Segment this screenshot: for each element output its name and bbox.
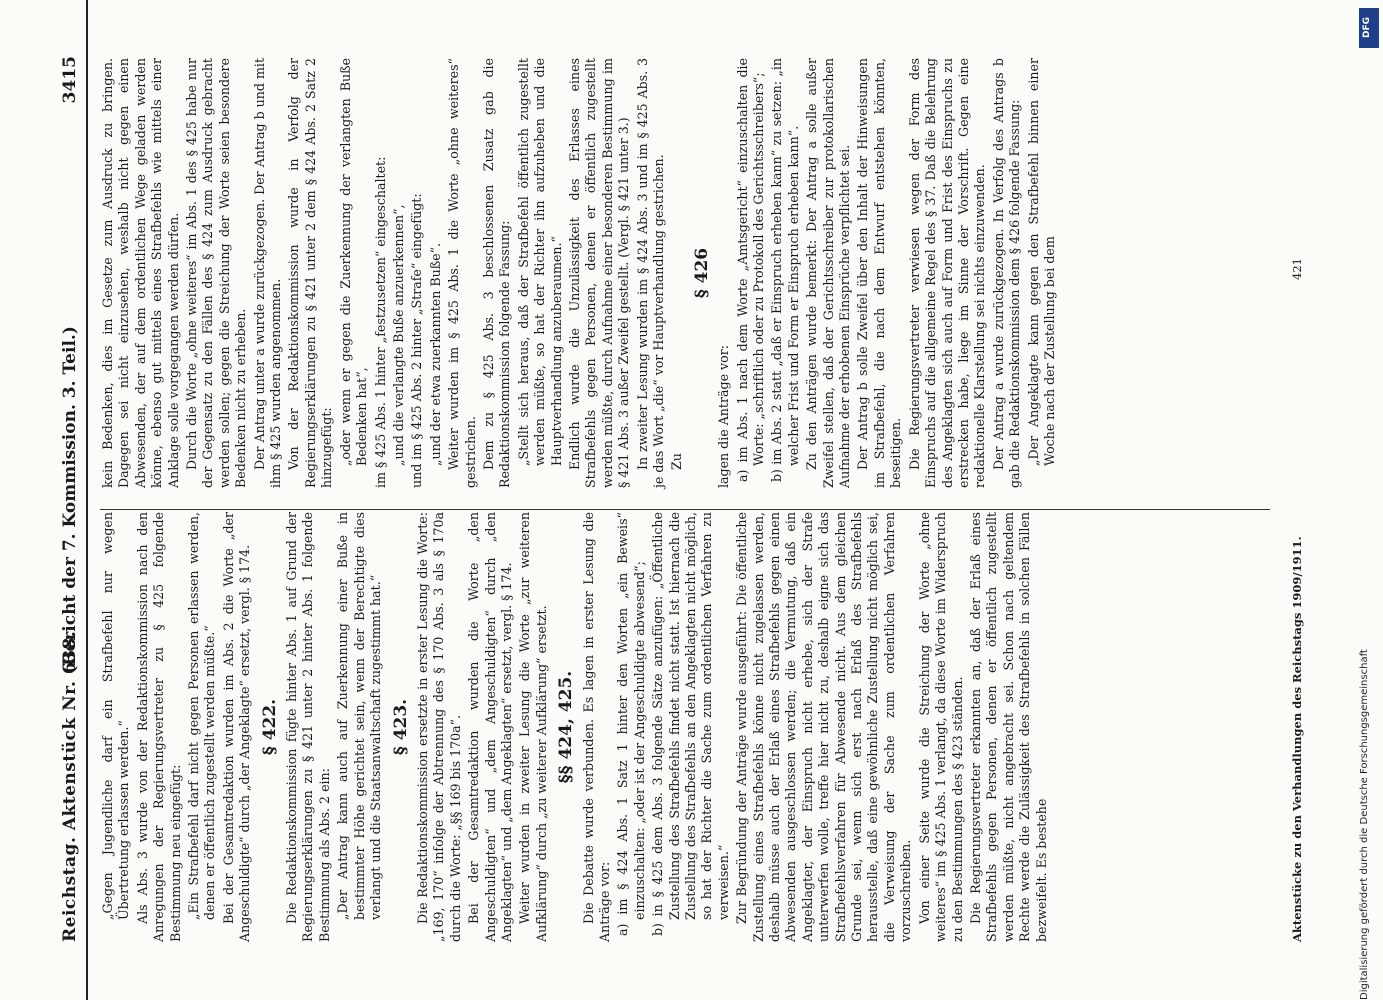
left-text-column xyxy=(100,512,1052,942)
section-heading: § 423. xyxy=(390,698,411,756)
section-heading: §§ 424, 425. xyxy=(556,670,577,784)
paragraph: kein Bedenken, dies im Gesetze zum Ausdruck zu bringen. Dagegen sei nicht einzusehen, weshalb nicht gegen einen Abwesenden, der auf dem ordentlichen Wege geladen werden könne, ebenso gut mittels eines Strafbefehls wie mittels einer Anklage solle vorgegangen werden dürfen. xyxy=(100,58,181,488)
paragraph: „Der Antrag kann auch auf Zuerkennung einer Buße in bestimmter Höhe gerichtet sein, wenn der Berechtigte dies verlangt und die Staatsanwaltschaft zugestimmt hat.“ xyxy=(335,512,384,920)
paragraph: Die Regierungsvertreter erkannten an, daß der Erlaß eines Strafbefehls gegen Personen, denen er öffentlich zugestellt werden müßte, nicht angebracht sei. Schon nach geltendem Rechte werde die Zulässigkeit des Strafbefehls in solchen Fällen bezweifelt. Es bestehe xyxy=(967,512,1049,942)
paragraph: Die Redaktionskommission ersetzte in erster Lesung die Worte: „169, 170“ infolge der Abtrennung des § 170 Abs. 3 als § 170a durch die Worte: „§§ 169 bis 170a“. xyxy=(414,512,463,942)
paragraph: Als Abs. 3 wurde von der Redaktionskommission nach den Anregungen der Regierungsvertreter zu § 425 folgende Bestimmung neu eingefügt: xyxy=(134,512,183,942)
paragraph: im § 425 Abs. 1 hinter „festzusetzen“ eingeschaltet: xyxy=(372,156,388,488)
paragraph: Durch die Worte „ohne weiteres“ im Abs. 1 des § 425 habe nur der Gegensatz zu den Fällen des § 424 zum Ausdruck gebracht werden sollen; gegen die Streichung der Worte seien besondere Bedenken nicht zu erheben. xyxy=(184,58,249,488)
paragraph: Der Antrag b solle Zweifel über den Inhalt der Hinweisungen im Strafbefehl, die nach dem Entwurf entstehen könnten, beseitigen. xyxy=(855,58,904,488)
paragraph: Von einer Seite wurde die Streichung der Worte „ohne weiteres“ im § 425 Abs. 1 verlangt, da diese Worte im Widerspruch zu den Bestimmungen des § 423 ständen. xyxy=(916,512,965,942)
paragraph: „oder wenn er gegen die Zuerkennung der verlangten Buße Bedenken hat“, xyxy=(337,58,370,466)
paragraph: Zur Begründung der Anträge wurde ausgeführt: Die öffentliche Zustellung eines Strafbefehls könne nicht zugelassen werden, deshalb müsse auch der Erlaß eines Strafbefehls gegen einen Abwesenden ausgeschlossen werden; die Vermutung, daß ein Angeklagter, der Einspruch nicht erhebe, sich der Strafe unterwerfen wolle, treffe hier nicht zu, deshalb eigne sich das Strafbefehlsverfahren für Abwesende nicht. Aus dem gleichen Grunde sei, wenn sich erst nach Erlaß des Strafbefehls herausstelle, daß eine gewöhnliche Zustellung nicht möglich sei, die Verweisung der Sache zum ordentlichen Verfahren vorzuschreiben. xyxy=(734,512,914,942)
paragraph: „und der etwa zuerkannten Buße“. xyxy=(427,242,443,466)
paragraph: „Stellt sich heraus, daß der Strafbefehl öffentlich zugestellt werden müßte, so hat der Richter ihn aufzuheben und die Hauptverhandlung anzuberaumen.“ xyxy=(515,58,564,466)
paragraph: Zu den Anträgen wurde bemerkt: Der Antrag a solle außer Zweifel stellen, daß der Gerichtsschreiber zur protokollarischen Aufnahme der erhobenen Einsprüche verpflichtet sei. xyxy=(804,58,853,488)
paragraph: Der Antrag a wurde zurückgezogen. In Verfolg des Antrags b gab die Redaktionskommission dem § 426 folgende Fassung: xyxy=(990,58,1023,488)
digitization-credit xyxy=(1355,0,1383,1000)
footer-page-number: 421 xyxy=(1290,258,1304,280)
paragraph: Bei der Gesamtredaktion wurden im Abs. 2 die Worte „der Angeschuldigte“ durch „der Angeklagte“ ersetzt, vergl. § 174. xyxy=(220,512,253,942)
paragraph: Von der Redaktionskommission wurde in Verfolg der Regierungserklärungen zu § 421 unter 2 dem § 424 Abs. 2 Satz 2 hinzugefügt: xyxy=(286,58,335,488)
paragraph: Der Antrag unter a wurde zurückgezogen. Der Antrag b und mit ihm § 425 wurden angenommen. xyxy=(251,58,284,488)
paragraph: „und die verlangte Buße anzuerkennen“, xyxy=(390,204,406,466)
paragraph: Bei der Gesamtredaktion wurden die Worte „den Angeschuldigten“ und „dem Angeschuldigten“ durch „den Angeklagten“ und „dem Angeklagten“ ersetzt, vergl. § 174. xyxy=(466,512,514,942)
paragraph: Die Regierungsvertreter verwiesen wegen der Form des Einspruchs auf die allgemeine Regel des § 37. Daß die Belehrung des Angeklagten sich auch auf Form und Frist des Einspruchs zu erstrecken habe, liege im Sinne der Vorschrift. Gegen eine redaktionelle Klarstellung sei nichts einzuwenden. xyxy=(906,58,988,488)
paragraph: Zu xyxy=(669,453,685,470)
paragraph: In zweiter Lesung wurden im § 424 Abs. 3 und im § 425 Abs. 3 je das Wort „die“ vor Hauptverhandlung gestrichen. xyxy=(634,58,666,488)
section-heading: § 426 xyxy=(691,247,712,299)
paragraph: a) im Abs. 1 nach dem Worte „Amtsgericht“ einzuschalten die Worte: „schriftlich oder zu Protokoll des Gerichtsschreibers“; xyxy=(734,58,767,482)
page-header xyxy=(56,0,88,1000)
paragraph: b) in § 425 dem Abs. 3 folgende Sätze anzufügen: „Öffentliche Zustellung des Strafbefehls findet nicht statt. Ist hiernach die Zustellung des Strafbefehls an den Angeklagten nicht möglich, so hat der Richter die Sache zum ordentlichen Verfahren zu verweisen.“ xyxy=(650,512,731,936)
credit-text: Digitalisierung gefördert durch die Deutsche Forschungsgemeinschaft xyxy=(1359,649,1370,1000)
paragraph: Die Redaktionskommission fügte hinter Abs. 1 auf Grund der Regierungserklärungen zu § 421 unter 2 hinter Abs. 1 folgende Bestimmung als Abs. 2 ein: xyxy=(284,512,332,942)
paragraph: b) im Abs. 2 statt „daß er Einspruch erheben kann“ zu setzen: „in welcher Frist und Form er Einspruch erheben kann“. xyxy=(769,58,801,482)
paragraph: Dem zu § 425 Abs. 3 beschlossenen Zusatz gab die Redaktionskommission folgende Fassung: xyxy=(480,58,513,488)
dfg-logo: DFG xyxy=(1359,8,1379,48)
section-heading: § 422. xyxy=(259,698,280,756)
header-publication: Reichstag. Aktenstück Nr. 638. xyxy=(60,630,80,942)
paragraph: lagen die Anträge vor: xyxy=(716,345,732,488)
paragraph: „Ein Strafbefehl darf nicht gegen Personen erlassen werden, denen er öffentlich zugestellt werden müßte.“ xyxy=(186,512,218,920)
paragraph: „Gegen Jugendliche darf ein Strafbefehl nur wegen Übertretung erlassen werden.“ xyxy=(100,512,132,920)
header-report-title: (Bericht der 7. Kommission. 3. Teil.) xyxy=(60,326,80,674)
paragraph: Weiter wurden im § 425 Abs. 1 die Worte „ohne weiteres“ gestrichen. xyxy=(446,58,478,488)
paragraph: Endlich wurde die Unzulässigkeit des Erlasses eines Strafbefehls gegen Personen, denen er öffentlich zugestellt werden müßte, durch Aufnahme einer besonderen Bestimmung im § 421 Abs. 3 außer Zweifel gestellt. (Vergl. § 421 unter 3.) xyxy=(566,58,632,488)
header-page-number: 3415 xyxy=(60,56,80,104)
paragraph: und im § 425 Abs. 2 hinter „Strafe“ eingefügt: xyxy=(409,193,425,488)
paragraph: a) im § 424 Abs. 1 Satz 1 hinter den Worten „ein Beweis“ einzuschalten: „oder ist der Angeschuldigte abwesend“; xyxy=(615,512,647,936)
footer-source-note: Aktenstücke zu den Verhandlungen des Reichstags 1909/1911. xyxy=(1290,536,1304,942)
column-divider xyxy=(100,509,1270,510)
paragraph: Weiter wurden in zweiter Lesung die Worte „zur weiteren Aufklärung“ durch „zu weiterer Aufklärung“ ersetzt. xyxy=(517,512,549,942)
paragraph: Die Debatte wurde verbunden. Es lagen in erster Lesung die Anträge vor: xyxy=(580,512,612,942)
paragraph: „Der Angeklagte kann gegen den Strafbefehl binnen einer Woche nach der Zustellung bei dem xyxy=(1025,58,1057,466)
right-text-column xyxy=(100,58,1060,488)
